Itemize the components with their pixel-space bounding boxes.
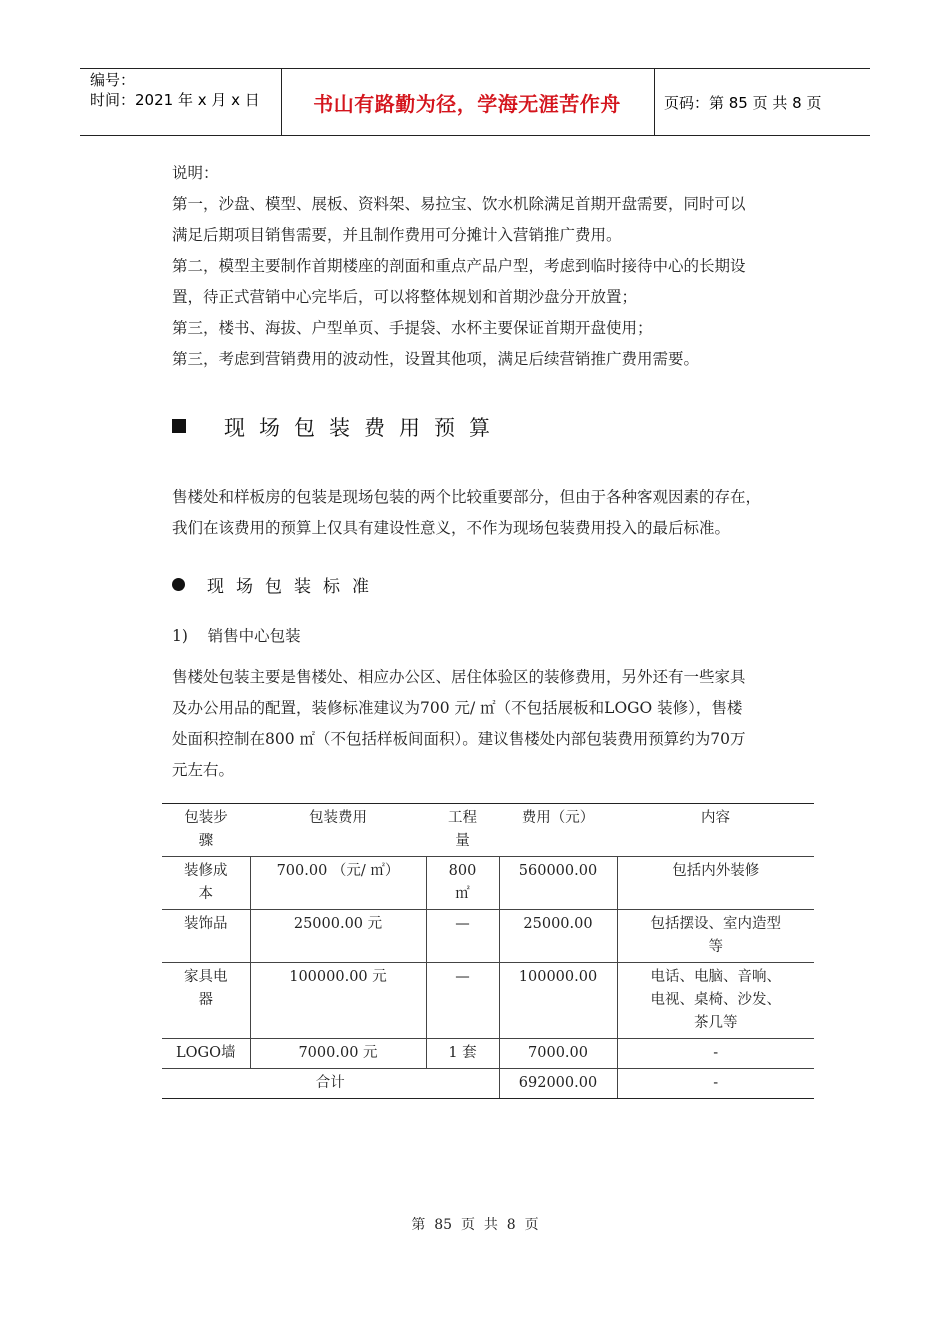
section2-subtitle — [172, 621, 822, 652]
header-date: 时间：2021 年 x 月 x 日 — [90, 91, 260, 109]
table-header-row — [162, 804, 814, 857]
table-row — [162, 963, 814, 1039]
table-cell: 800 ㎡ — [426, 857, 499, 910]
header-number: 编号： — [90, 71, 136, 89]
round-bullet-icon — [172, 578, 185, 591]
table-row — [162, 1039, 814, 1069]
section-heading-text: 现场包装费用预算 — [224, 416, 504, 440]
table-cell: 包括内外装修 — [617, 857, 814, 910]
table-cell: 100000.00 元 — [250, 963, 426, 1039]
table-cell: 560000.00 — [499, 857, 617, 910]
table-total-label: 合计 — [162, 1069, 499, 1099]
header-meta — [90, 70, 260, 110]
paragraph-line: 我们在该费用的预算上仅具有建设性意义，不作为现场包装费用投入的最后标准。 — [172, 519, 731, 537]
paragraph-line: 售楼处和样板房的包装是现场包装的两个比较重要部分，但由于各种客观因素的存在， — [172, 488, 762, 506]
subsection-title: 1) 销售中心包装 — [172, 627, 301, 645]
table-cell: 700.00 （元/ ㎡） — [250, 857, 426, 910]
notes-title: 说明： — [172, 164, 219, 182]
section-heading-standard — [172, 572, 381, 597]
table-row — [162, 910, 814, 963]
paragraph-line: 元左右。 — [172, 761, 235, 779]
table-cell: 1 套 — [426, 1039, 499, 1069]
table-cell: 100000.00 — [499, 963, 617, 1039]
table-cell: 7000.00 元 — [250, 1039, 426, 1069]
table-cell: — — [426, 963, 499, 1039]
table-header-cell: 费用（元） — [499, 804, 617, 857]
table-cell: LOGO墙 — [162, 1039, 250, 1069]
table-cell: 装修成 本 — [162, 857, 250, 910]
table-cell: 电话、电脑、音响、 电视、桌椅、沙发、 茶几等 — [617, 963, 814, 1039]
page-footer: 第 85 页 共 8 页 — [411, 1217, 539, 1233]
table-cell: — — [426, 910, 499, 963]
paragraph-line: 处面积控制在800 ㎡（不包括样板间面积）。建议售楼处内部包装费用预算约为70万 — [172, 730, 746, 748]
table-header-cell: 包装费用 — [250, 804, 426, 857]
header-motto: 书山有路勤为径，学海无涯苦作舟 — [313, 91, 621, 116]
section2-paragraph — [172, 662, 822, 786]
notes-line: 第一，沙盘、模型、展板、资料架、易拉宝、饮水机除满足首期开盘需要，同时可以 — [172, 195, 746, 213]
notes-line: 满足后期项目销售需要，并且制作费用可分摊计入营销推广费用。 — [172, 226, 622, 244]
notes-block — [172, 158, 822, 375]
section1-paragraph — [172, 482, 822, 544]
table-header-cell: 包装步 骤 — [162, 804, 250, 857]
table-total-row — [162, 1069, 814, 1099]
table-total-content: - — [617, 1069, 814, 1099]
section-heading-text: 现场包装标准 — [207, 577, 381, 597]
table-cell: 家具电 器 — [162, 963, 250, 1039]
table-cell: 7000.00 — [499, 1039, 617, 1069]
table-cell: 25000.00 — [499, 910, 617, 963]
table-cell: 装饰品 — [162, 910, 250, 963]
table-cell: 包括摆设、室内造型 等 — [617, 910, 814, 963]
table-cell: 25000.00 元 — [250, 910, 426, 963]
notes-line: 第二，模型主要制作首期楼座的剖面和重点产品户型，考虑到临时接待中心的长期设 — [172, 257, 746, 275]
notes-line: 第三，楼书、海拔、户型单页、手提袋、水杯主要保证首期开盘使用； — [172, 319, 653, 337]
section-heading-budget — [172, 412, 504, 442]
table-total-value: 692000.00 — [499, 1069, 617, 1099]
table-header-cell: 内容 — [617, 804, 814, 857]
table-cell: - — [617, 1039, 814, 1069]
table-row — [162, 857, 814, 910]
paragraph-line: 及办公用品的配置，装修标准建议为700 元/ ㎡（不包括展板和LOGO 装修），售楼 — [172, 699, 743, 717]
notes-line: 第三，考虑到营销费用的波动性，设置其他项，满足后续营销推广费用需要。 — [172, 350, 700, 368]
header-page-number: 页码：第 85 页 共 8 页 — [664, 94, 822, 112]
notes-line: 置，待正式营销中心完毕后，可以将整体规划和首期沙盘分开放置； — [172, 288, 638, 306]
square-bullet-icon — [172, 419, 186, 433]
paragraph-line: 售楼处包装主要是售楼处、相应办公区、居住体验区的装修费用，另外还有一些家具 — [172, 668, 746, 686]
header-bottom-rule — [80, 135, 870, 136]
table-header-cell: 工程 量 — [426, 804, 499, 857]
header-divider-right — [654, 68, 655, 136]
cost-table — [162, 803, 814, 1099]
